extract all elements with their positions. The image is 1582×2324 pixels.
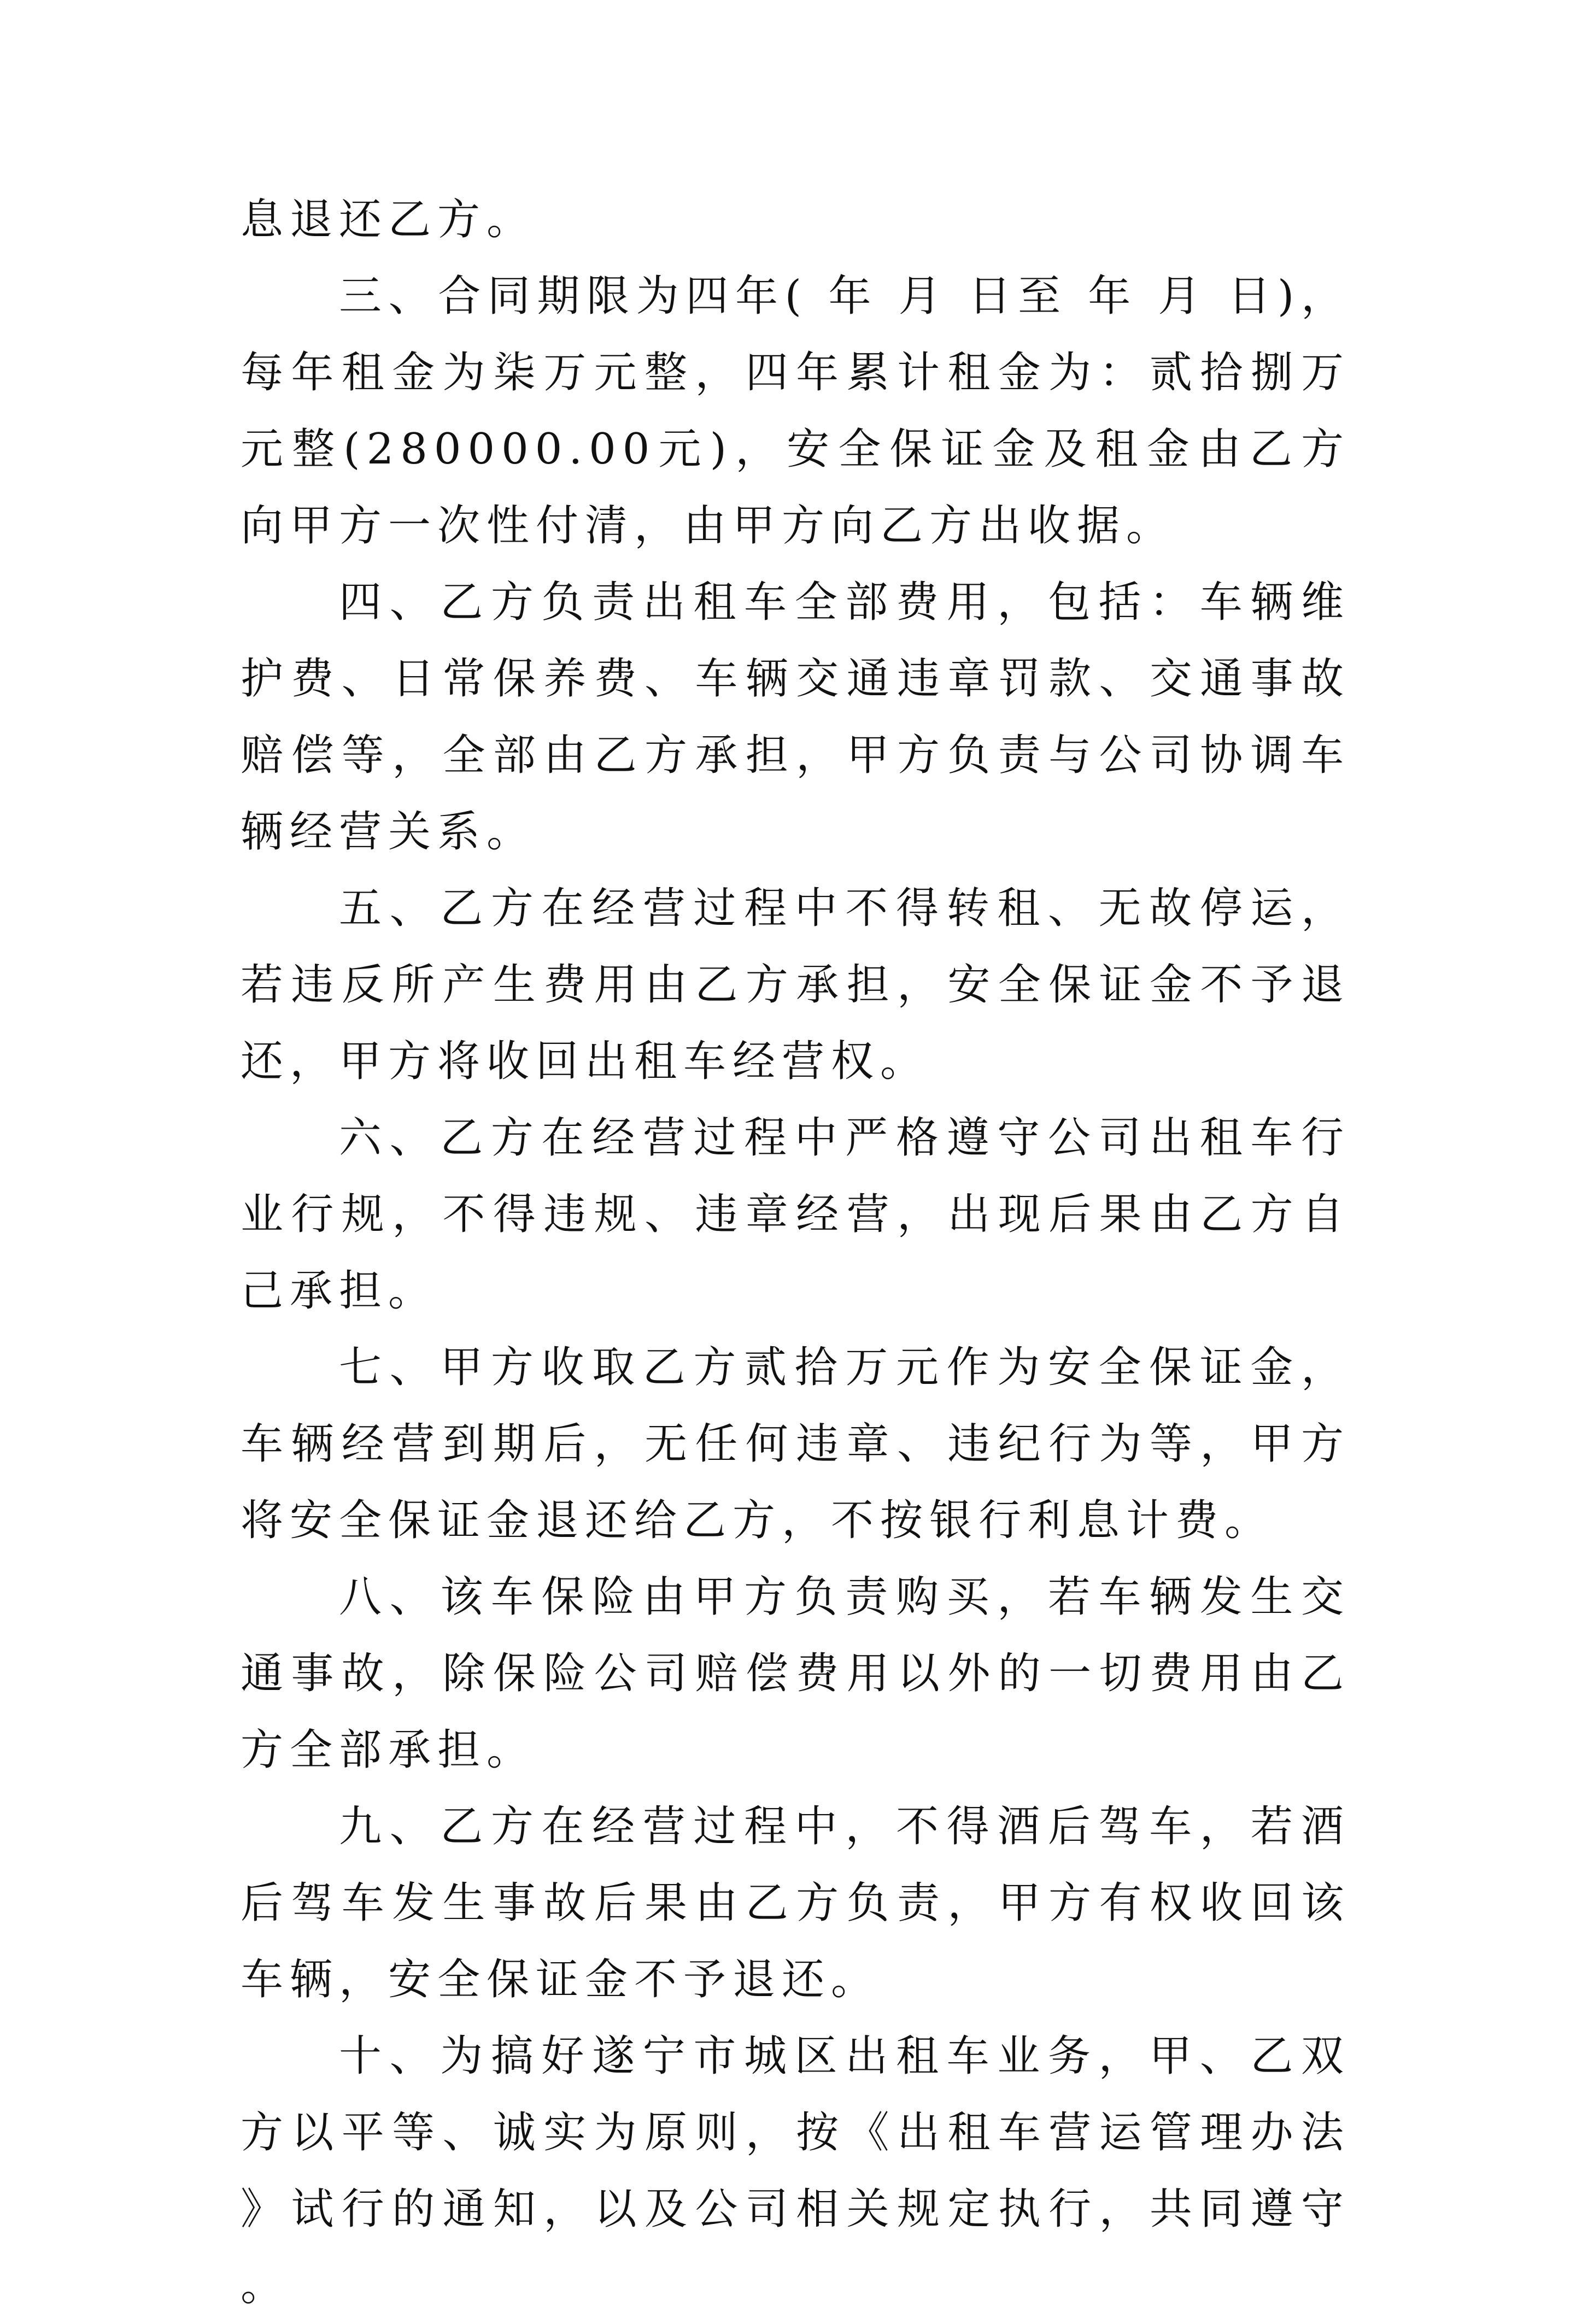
clause-4-expenses: 四、乙方负责出租车全部费用，包括：车辆维护费、日常保养费、车辆交通违章罚款、交通事故赔偿等，全部由乙方承担，甲方负责与公司协调车辆经营关系。	[241, 578, 1350, 856]
clause-10-principles: 十、为搞好遂宁市城区出租车业务，甲、乙双方以平等、诚实为原则，按《出租车营运管理办法》试行的通知，以及公司相关规定执行，共同遵守。	[241, 2032, 1350, 2310]
clause-7-security-deposit: 七、甲方收取乙方贰拾万元作为安全保证金，车辆经营到期后，无任何违章、违纪行为等，甲方将安全保证金退还给乙方，不按银行利息计费。	[241, 1343, 1350, 1545]
clause-5-no-sublease: 五、乙方在经营过程中不得转租、无故停运，若违反所产生费用由乙方承担，安全保证金不予退还，甲方将收回出租车经营权。	[241, 884, 1350, 1086]
document-body	[241, 181, 1350, 2324]
paragraph-continuation: 息退还乙方。	[241, 195, 536, 244]
clause-6-compliance: 六、乙方在经营过程中严格遵守公司出租车行业行规，不得违规、违章经营，出现后果由乙方自己承担。	[241, 1113, 1350, 1316]
clause-3-term-and-rent: 三、合同期限为四年( 年 月 日至 年 月 日)，每年租金为柒万元整，四年累计租金为：贰拾捌万元整(280000.00元)，安全保证金及租金由乙方向甲方一次性付清，由甲方向乙方出收据。	[241, 272, 1350, 550]
clause-9-drunk-driving: 九、乙方在经营过程中，不得酒后驾车，若酒后驾车发生事故后果由乙方负责，甲方有权收回该车辆，安全保证金不予退还。	[241, 1802, 1350, 2004]
clause-8-insurance: 八、该车保险由甲方负责购买，若车辆发生交通事故，除保险公司赔偿费用以外的一切费用由乙方全部承担。	[241, 1572, 1350, 1775]
